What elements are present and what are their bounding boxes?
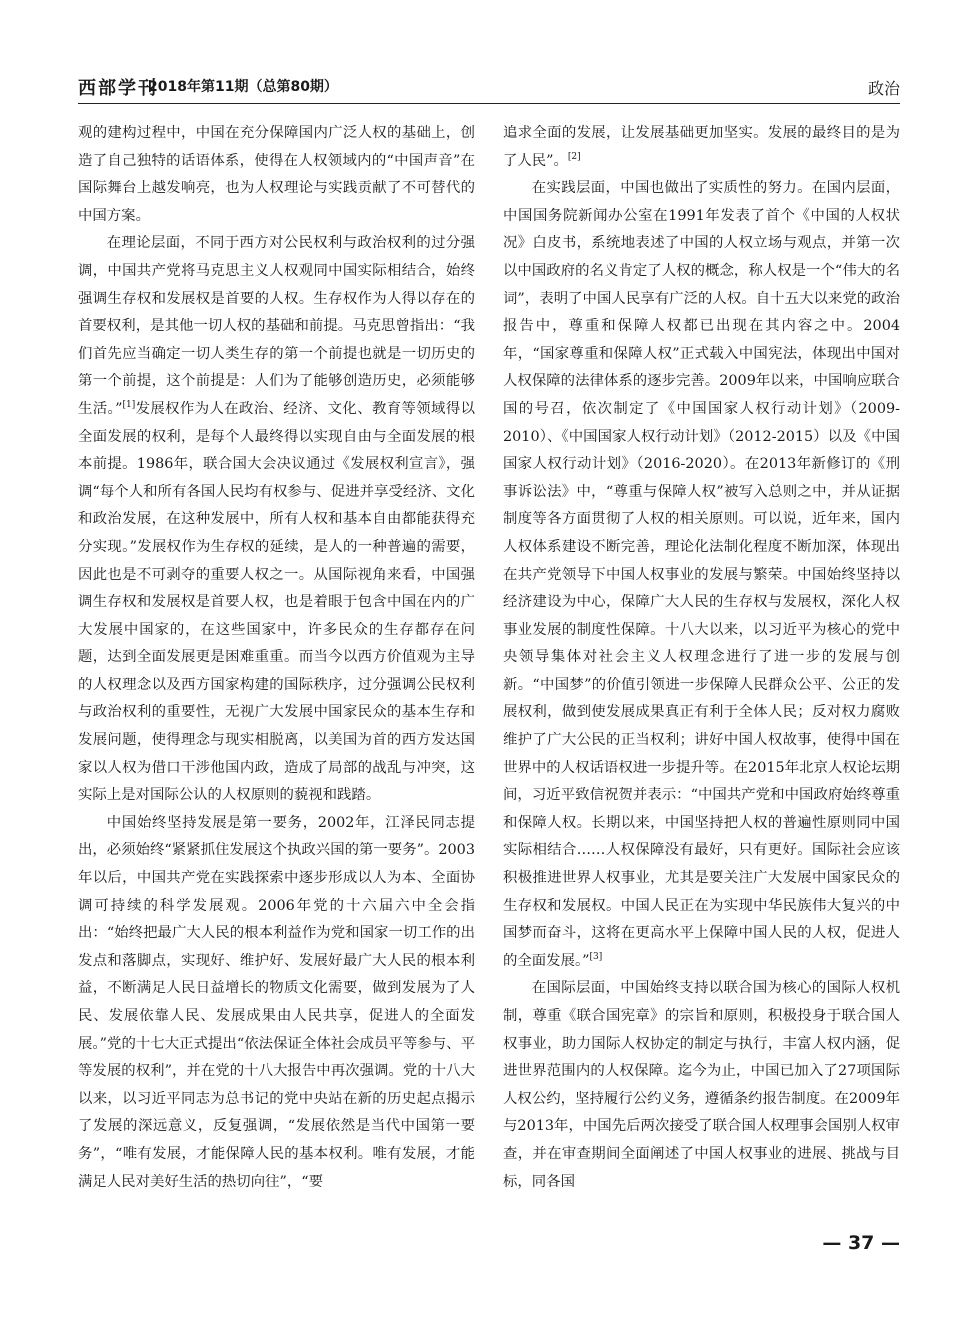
- paragraph-text-continued: 发展权作为人在政治、经济、文化、教育等领域得以全面发展的权利，是每个人最终得以实现自由与全面发展的根本前提。1986年，联合国大会决议通过《发展权利宣言》，强调“每个人和所有各国人民均有权参与、促进并享受经济、文化和政治发展，在这种发展中，所有人权和基本自由都能获得充分实现。”发展权作为生存权的延续，是人的一种普遍的需要，因此也是不可剥夺的重要人权之一。从国际视角来看，中国强调生存权和发展权是首要人权，也是着眼于包含中国在内的广大发展中国家的，在这些国家中，许多民众的生存都存在问题，达到全面发展更是困难重重。而当今以西方价值观为主导的人权理念以及西方国家构建的国际秩序，过分强调公民权利与政治权利的重要性，无视广大发展中国家民众的基本生存和发展问题，使得理念与现实相脱离，以美国为首的西方发达国家以人权为借口干涉他国内政，造成了局部的战乱与冲突，这实际上是对国际公认的人权原则的藐视和践踏。: [78, 400, 475, 804]
- paragraph-text: 中国始终坚持发展是第一要务，2002年，江泽民同志提出，必须始终“紧紧抓住发展这个执政兴国的第一要务”。2003年以后，中国共产党在实践探索中逐步形成以人为本、全面协调可持续的科学发展观。2006年党的十六届六中全会指出：“始终把最广大人民的根本利益作为党和国家一切工作的出发点和落脚点，实现好、维护好、发展好最广大人民的根本利益，不断满足人民日益增长的物质文化需要，做到发展为了人民、发展依靠人民、发展成果由人民共享，促进人的全面发展。”党的十七大正式提出“依法保证全体社会成员平等参与、平等发展的权利”，并在党的十八大报告中再次强调。党的十八大以来，以习近平同志为总书记的党中央站在新的历史起点揭示了发展的深远意义，反复强调，“发展依然是当代中国第一要务”，“唯有发展，才能保障人民的基本权利。唯有发展，才能满足人民对美好生活的热切向往”，“要: [78, 814, 475, 1190]
- paragraph: [78, 810, 475, 1196]
- paragraph: [78, 230, 475, 809]
- paragraph-text: 在国际层面，中国始终支持以联合国为核心的国际人权机制，尊重《联合国宪章》的宗旨和原则，积极投身于联合国人权事业，助力国际人权协定的制定与执行，丰富人权内涵，促进世界范围内的人权保障。迄今为止，中国已加入了27项国际人权公约，坚持履行公约义务，遵循条约报告制度。在2009年与2013年，中国先后两次接受了联合国人权理事会国别人权审查，并在审查期间全面阐述了中国人权事业的进展、挑战与目标，同各国: [503, 980, 900, 1190]
- left-column: [78, 120, 475, 1260]
- section-label: 政治: [867, 79, 900, 98]
- running-header: [78, 74, 900, 98]
- journal-name: 西部学刊: [78, 78, 158, 99]
- paragraph: [78, 120, 475, 230]
- paragraph: [503, 975, 900, 1196]
- citation-mark: [3]: [589, 952, 603, 963]
- paragraph: [503, 175, 900, 975]
- right-column: [503, 120, 900, 1260]
- page-number: — 37 —: [822, 1232, 900, 1254]
- paragraph-text: 在实践层面，中国也做出了实质性的努力。在国内层面，中国国务院新闻办公室在1991年发表了首个《中国的人权状况》白皮书，系统地表述了中国的人权立场与观点，并第一次以中国政府的名义肯定了人权的概念，称人权是一个“伟大的名词”，表明了中国人民享有广泛的人权。自十五大以来党的政治报告中，尊重和保障人权都已出现在其内容之中。2004年，“国家尊重和保障人权”正式载入中国宪法，体现出中国对人权保障的法律体系的逐步完善。2009年以来，中国响应联合国的号召，依次制定了《中国国家人权行动计划》（2009-2010）、《中国国家人权行动计划》（2012-2015）以及《中国国家人权行动计划》（2016-2020）。在2013年新修订的《刑事诉讼法》中，“尊重与保障人权”被写入总则之中，并从证据制度等各方面贯彻了人权的相关原则。可以说，近年来，国内人权体系建设不断完善，理论化法制化程度不断加深，体现出在共产党领导下中国人权事业的发展与繁荣。中国始终坚持以经济建设为中心，保障广大人民的生存权与发展权，深化人权事业发展的制度性保障。十八大以来，以习近平为核心的党中央领导集体对社会主义人权理念进行了进一步的发展与创新。“中国梦”的价值引领进一步保障人民群众公平、公正的发展权利，做到使发展成果真正有利于全体人民；反对权力腐败维护了广大公民的正当权利；讲好中国人权故事，使得中国在世界中的人权话语权进一步提升等。在2015年北京人权论坛期间，习近平致信祝贺并表示：“中国共产党和中国政府始终尊重和保障人权。长期以来，中国坚持把人权的普遍性原则同中国实际相结合……人权保障没有最好，只有更好。国际社会应该积极推进世界人权事业，尤其是要关注广大发展中国家民众的生存权和发展权。中国人民正在为实现中华民族伟大复兴的中国梦而奋斗，这将在更高水平上保障中国人民的人权，促进人的全面发展。”: [503, 180, 900, 969]
- issue-info: 2018年第11期（总第80期）: [148, 79, 338, 95]
- header-rule: [78, 103, 900, 104]
- citation-mark: [1]: [122, 400, 136, 411]
- citation-mark: [2]: [567, 151, 581, 162]
- paragraph-text: 在理论层面，不同于西方对公民权利与政治权利的过分强调，中国共产党将马克思主义人权观同中国实际相结合，始终强调生存权和发展权是首要的人权。生存权作为人得以存在的首要权利，是其他一切人权的基础和前提。马克思曾指出：“我们首先应当确定一切人类生存的第一个前提也就是一切历史的第一个前提，这个前提是：人们为了能够创造历史，必须能够生活。”: [78, 235, 475, 417]
- paragraph-text: 观的建构过程中，中国在充分保障国内广泛人权的基础上，创造了自己独特的话语体系，使得在人权领域内的“中国声音”在国际舞台上越发响亮，也为人权理论与实践贡献了不可替代的中国方案。: [78, 125, 475, 224]
- paragraph-text: 追求全面的发展，让发展基础更加坚实。发展的最终目的是为了人民”。: [503, 125, 900, 169]
- paragraph: [503, 120, 900, 175]
